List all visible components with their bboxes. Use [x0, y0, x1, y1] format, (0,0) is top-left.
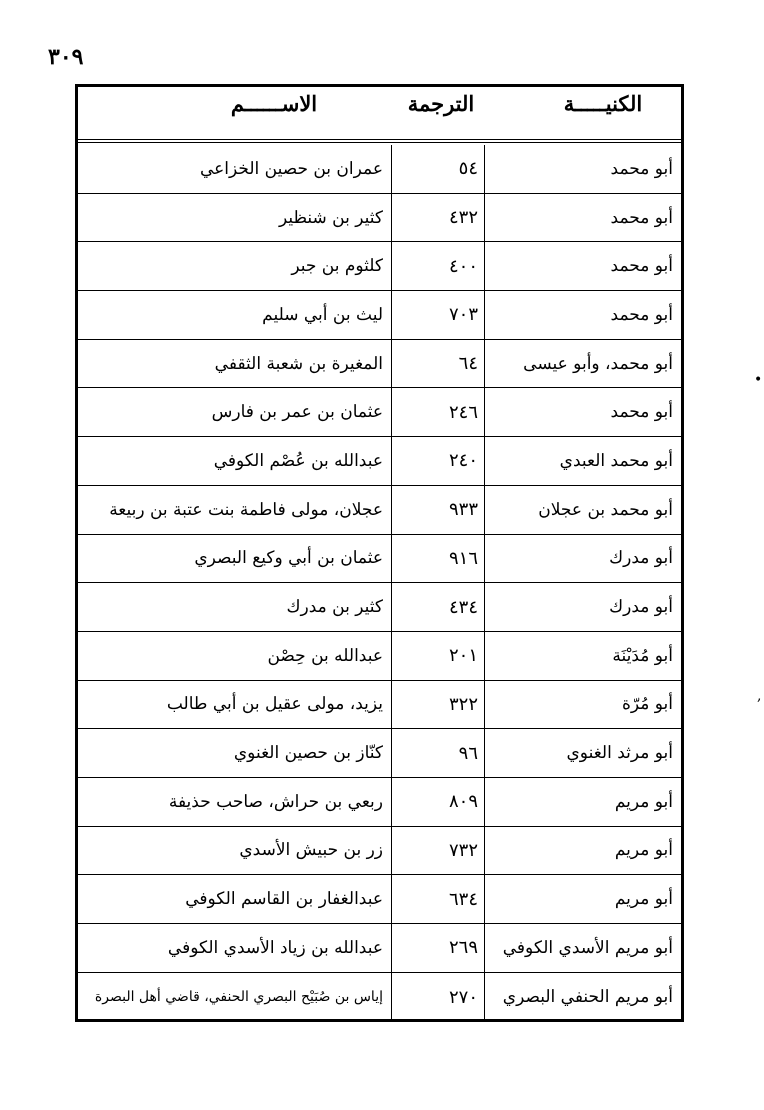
header-kunya: الكنيـــــة [563, 91, 643, 116]
table-row [78, 973, 681, 1022]
name-cell: إياس بن صُبَيْح البصري الحنفي، قاضي أهل البصرة [94, 989, 383, 1006]
kunya-cell: أبو مريم [484, 827, 681, 875]
kunya-cell: أبو مريم الحنفي البصري [484, 973, 681, 1022]
name-cell: المغيرة بن شعبة الثقفي [214, 353, 383, 374]
entry-number-cell: ٧٣٢ [391, 827, 484, 875]
name-cell: ليث بن أبي سليم [262, 304, 383, 325]
kunya-cell: أبو مريم [484, 875, 681, 923]
kunya-cell: أبو محمد العبدي [484, 437, 681, 485]
entry-number-cell: ٢٠١ [391, 632, 484, 680]
name-cell: كنّاز بن حصين الغنوي [233, 743, 383, 764]
entry-number-cell: ٧٠٣ [391, 291, 484, 339]
name-cell: ربعي بن حراش، صاحب حذيفة [168, 791, 383, 812]
table-row [78, 145, 681, 194]
name-cell: عبدالله بن حِصْن [267, 645, 383, 666]
header-name: الاســــــم [230, 91, 318, 116]
name-cell: عبدالله بن عُصْم الكوفي [213, 450, 383, 471]
table-header [78, 87, 681, 143]
table-body [78, 145, 681, 1021]
name-cell: عثمان بن عمر بن فارس [211, 402, 383, 423]
page-number: ٣٠٩ [48, 44, 84, 70]
name-cell: كثير بن شنظير [278, 207, 383, 228]
entry-number-cell: ٤٠٠ [391, 242, 484, 290]
table-row [78, 778, 681, 827]
table-row [78, 535, 681, 584]
margin-mark: , [757, 688, 762, 704]
table-row [78, 486, 681, 535]
name-cell: يزيد، مولى عقيل بن أبي طالب [166, 694, 383, 715]
entry-number-cell: ٩٣٣ [391, 486, 484, 534]
index-table [75, 84, 684, 1022]
entry-number-cell: ٤٣٤ [391, 583, 484, 631]
table-row [78, 437, 681, 486]
entry-number-cell: ٣٢٢ [391, 681, 484, 729]
kunya-cell: أبو مُرّة [484, 681, 681, 729]
table-row [78, 729, 681, 778]
kunya-cell: أبو محمد، وأبو عيسى [484, 340, 681, 388]
name-cell: كثير بن مدرك [286, 597, 383, 618]
kunya-cell: أبو محمد [484, 194, 681, 242]
name-cell: كلثوم بن جبر [291, 256, 383, 277]
entry-number-cell: ٥٤ [391, 145, 484, 193]
margin-mark: • [754, 372, 763, 388]
name-cell: عبدالله بن زياد الأسدي الكوفي [167, 937, 383, 958]
entry-number-cell: ٤٣٢ [391, 194, 484, 242]
entry-number-cell: ٦٤ [391, 340, 484, 388]
kunya-cell: أبو محمد بن عجلان [484, 486, 681, 534]
table-row [78, 583, 681, 632]
kunya-cell: أبو محمد [484, 242, 681, 290]
kunya-cell: أبو مرثد الغنوي [484, 729, 681, 777]
kunya-cell: أبو مريم الأسدي الكوفي [484, 924, 681, 972]
kunya-cell: أبو مدرك [484, 583, 681, 631]
kunya-cell: أبو مريم [484, 778, 681, 826]
name-cell: زر بن حبيش الأسدي [239, 840, 383, 861]
table-row [78, 632, 681, 681]
name-cell: عثمان بن أبي وكيع البصري [194, 548, 383, 569]
entry-number-cell: ٢٦٩ [391, 924, 484, 972]
entry-number-cell: ٩١٦ [391, 535, 484, 583]
name-cell: عجلان، مولى فاطمة بنت عتبة بن ربيعة [109, 499, 383, 520]
name-cell: عمران بن حصين الخزاعي [199, 158, 383, 179]
header-entry: الترجمة [407, 91, 475, 116]
entry-number-cell: ٢٧٠ [391, 973, 484, 1022]
table-row [78, 388, 681, 437]
table-row [78, 340, 681, 389]
name-cell: عبدالغفار بن القاسم الكوفي [185, 889, 383, 910]
entry-number-cell: ٨٠٩ [391, 778, 484, 826]
table-row [78, 681, 681, 730]
table-row [78, 291, 681, 340]
kunya-cell: أبو مُدَيْنَة [484, 632, 681, 680]
table-row [78, 875, 681, 924]
table-row [78, 194, 681, 243]
entry-number-cell: ٩٦ [391, 729, 484, 777]
kunya-cell: أبو محمد [484, 388, 681, 436]
kunya-cell: أبو مدرك [484, 535, 681, 583]
table-row [78, 242, 681, 291]
table-row [78, 827, 681, 876]
entry-number-cell: ٦٣٤ [391, 875, 484, 923]
kunya-cell: أبو محمد [484, 145, 681, 193]
entry-number-cell: ٢٤٠ [391, 437, 484, 485]
table-row [78, 924, 681, 973]
kunya-cell: أبو محمد [484, 291, 681, 339]
entry-number-cell: ٢٤٦ [391, 388, 484, 436]
